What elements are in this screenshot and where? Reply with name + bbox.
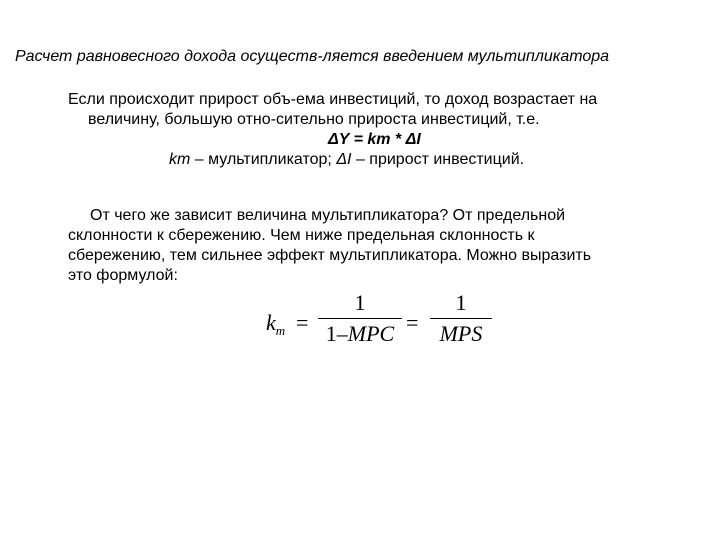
mps-paragraph bbox=[68, 206, 708, 286]
formula-equals-2: = bbox=[406, 310, 419, 335]
formula-fraction-mpc bbox=[318, 290, 402, 347]
fraction-mps-numerator: 1 bbox=[455, 290, 467, 315]
multiplier-equation: ΔY = km * ΔI bbox=[328, 131, 421, 148]
intro-line-1: Если происходит прирост объ-ема инвестиций, то доход возрастает на bbox=[68, 91, 598, 108]
mps-line-2: склонности к сбережению. Чем ниже предельная склонность к bbox=[68, 227, 535, 244]
definition-km: km bbox=[169, 151, 191, 168]
fraction-mpc-numerator: 1 bbox=[354, 290, 366, 315]
definition-km-text: – мультипликатор; bbox=[190, 151, 337, 168]
definition-di-text: – прирост инвестиций. bbox=[351, 151, 525, 168]
mps-line-3: сбережению, тем сильнее эффект мультипликатора. Можно выразить bbox=[68, 247, 592, 264]
multiplier-formula bbox=[266, 290, 496, 350]
formula-lhs bbox=[266, 310, 285, 339]
multiplier-intro-paragraph bbox=[68, 90, 708, 170]
fraction-mpc-bar bbox=[318, 318, 402, 319]
fraction-mps-bar bbox=[430, 318, 492, 319]
formula-lhs-base: k bbox=[266, 310, 276, 335]
formula-fraction-mps bbox=[430, 290, 492, 347]
formula-equals-1: = bbox=[296, 310, 309, 335]
intro-line-2: величину, большую отно-сительно прироста инвестиций, т.е. bbox=[88, 111, 540, 128]
slide-title: Расчет равновесного дохода осущеcтв-ляется введением мультипликатора bbox=[15, 48, 610, 65]
mps-line-4: это формулой: bbox=[68, 267, 178, 284]
mps-line-1: От чего же зависит величина мультипликатора? От предельной bbox=[90, 207, 566, 224]
equation-definitions bbox=[68, 150, 708, 170]
fraction-mpc-denominator: 1–MPC bbox=[325, 321, 395, 346]
definition-di: ΔI bbox=[336, 151, 352, 168]
formula-lhs-subscript: m bbox=[275, 323, 286, 338]
fraction-mps-denominator: MPS bbox=[439, 321, 483, 346]
